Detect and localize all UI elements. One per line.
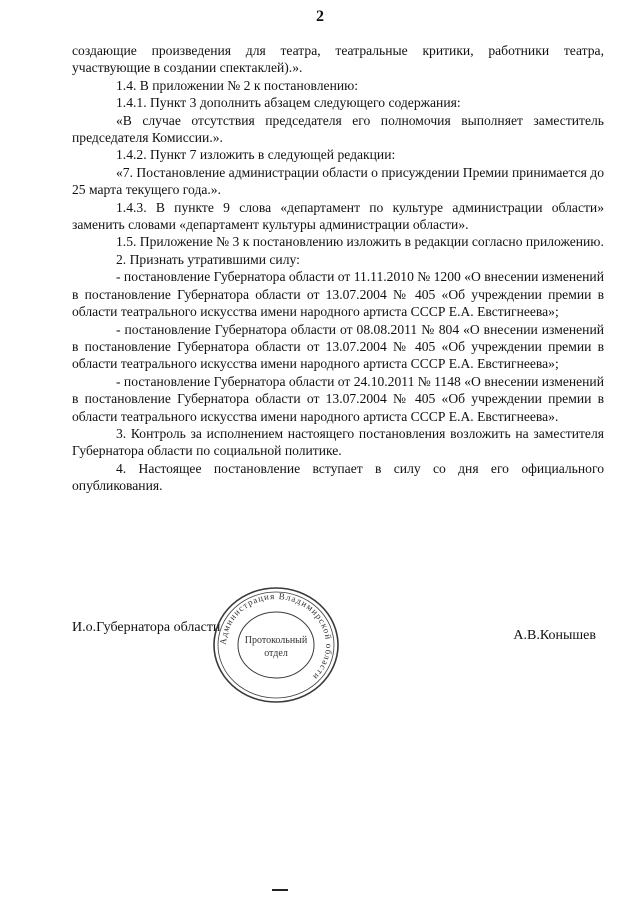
paragraph: 1.5. Приложение № 3 к постановлению изложить в редакции согласно приложению. bbox=[116, 234, 604, 250]
paragraph: - постановление Губернатора области от 11.11.2010 № 1200 «О внесении изменений в постановление Губернатора области от 13.07.2004 № 405 «Об учреждении премии в области театрального искусства имени народного артиста СССР Е.А. Евстигнеева»; bbox=[72, 269, 604, 320]
signatory-name: А.В.Конышев bbox=[513, 628, 596, 643]
paragraph: 4. Настоящее постановление вступает в силу со дня его официального опубликования. bbox=[72, 460, 604, 494]
paragraph: - постановление Губернатора области от 24.10.2011 № 1148 «О внесении изменений в постановление Губернатора области от 13.07.2004 № 405 «Об учреждении премии в области театрального искусства имени народного артиста СССР Е.А. Евстигнеева». bbox=[72, 373, 604, 424]
paragraph: «В случае отсутствия председателя его полномочия выполняет заместитель председателя Комиссии.». bbox=[72, 112, 604, 146]
paragraph: - постановление Губернатора области от 08.08.2011 № 804 «О внесении изменений в постановление Губернатора области от 13.07.2004 № 405 «Об учреждении премии в области театрального искусства имени народного артиста СССР Е.А. Евстигнеева»; bbox=[72, 321, 604, 372]
paragraph: 1.4.1. Пункт 3 дополнить абзацем следующего содержания: bbox=[116, 95, 461, 111]
paragraph: 1.4.2. Пункт 7 изложить в следующей редакции: bbox=[116, 147, 396, 163]
document-body bbox=[72, 42, 604, 495]
page-number: 2 bbox=[316, 8, 324, 25]
paragraph: 1.4. В приложении № 2 к постановлению: bbox=[116, 77, 359, 93]
paragraph: 3. Контроль за исполнением настоящего постановления возложить на заместителя Губернатора области по социальной политике. bbox=[72, 425, 604, 459]
paragraph: 1.4.3. В пункте 9 слова «департамент по культуре администрации области» заменить словами «департамент культуры администрации области». bbox=[72, 199, 604, 233]
signatory-title: И.о.Губернатора области bbox=[72, 620, 221, 635]
stamp-ring-text: Администрация Владимирской области bbox=[217, 590, 335, 683]
footer-mark bbox=[272, 889, 288, 891]
paragraph: 2. Признать утратившими силу: bbox=[116, 251, 300, 267]
paragraph: создающие произведения для театра, театральные критики, работники театра, участвующие в создании спектаклей).». bbox=[72, 43, 604, 76]
official-stamp bbox=[210, 585, 342, 705]
paragraph: «7. Постановление администрации области о присуждении Премии принимается до 25 марта текущего года.». bbox=[72, 164, 604, 198]
stamp-center-line1: Протокольный bbox=[244, 635, 308, 646]
stamp-center-line2: отдел bbox=[264, 648, 288, 659]
